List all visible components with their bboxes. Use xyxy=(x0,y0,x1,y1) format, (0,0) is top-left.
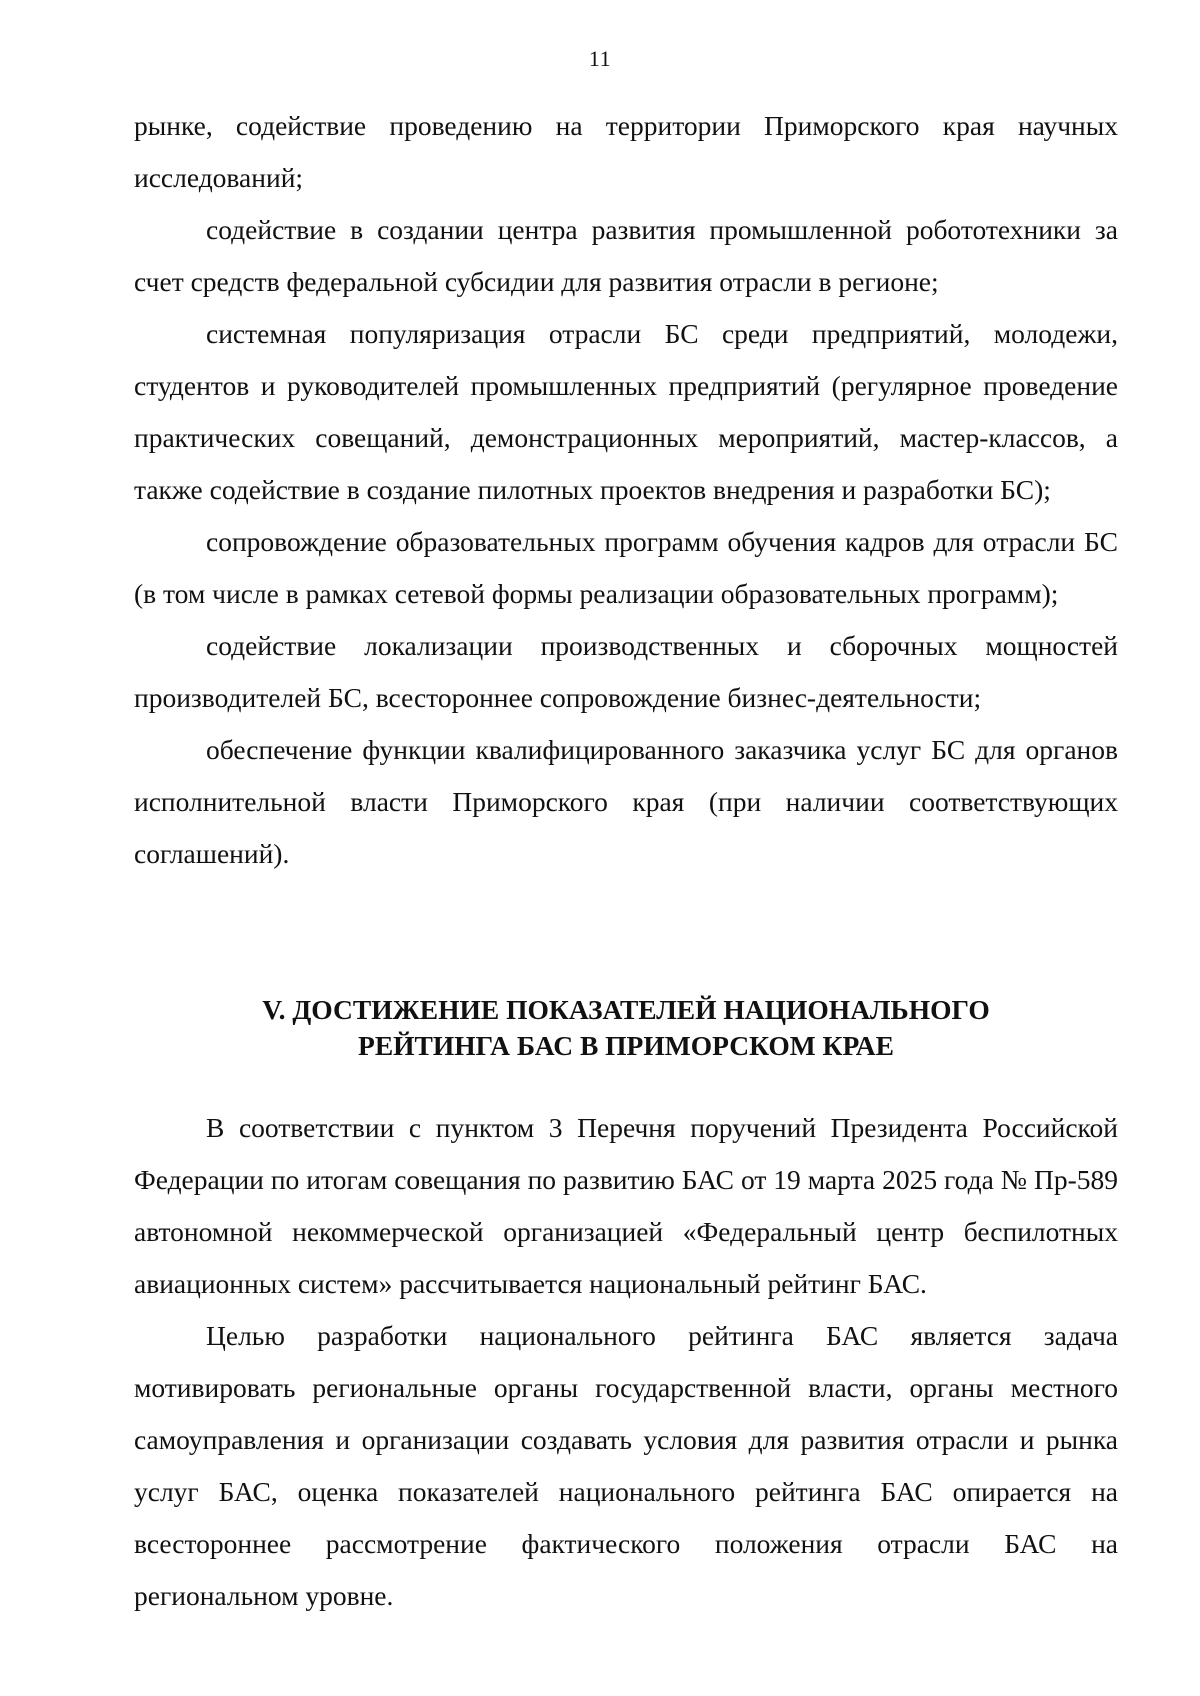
section-heading-line-2: РЕЙТИНГА БАС В ПРИМОРСКОМ КРАЕ xyxy=(358,1030,894,1061)
section-heading-line-1: V. ДОСТИЖЕНИЕ ПОКАЗАТЕЛЕЙ НАЦИОНАЛЬНОГО xyxy=(262,994,990,1025)
page-number: 11 xyxy=(588,46,612,71)
paragraph-localization: содействие локализации производственных и сборочных мощностей производителей БС, всестороннее сопровождение бизнес-деятельности; xyxy=(134,630,1118,713)
paragraph-continuation: рынке, содействие проведению на территории Приморского края научных исследований; xyxy=(134,110,1118,193)
paragraph-rating-goal: Целью разработки национального рейтинга БАС является задача мотивировать региональные органы государственной власти, органы местного самоуправления и организации создавать условия для развития отрасли и рынка услуг БАС, оценка показателей национального рейтинга БАС опирается на всестороннее рассмотрение фактического положения отрасли БАС на региональном уровне. xyxy=(134,1320,1118,1611)
paragraph-popularization: системная популяризация отрасли БС среди предприятий, молодежи, студентов и руководителей промышленных предприятий (регулярное проведение практических совещаний, демонстрационных мероприятий, мастер-классов, а также содействие в создание пилотных проектов внедрения и разработки БС); xyxy=(134,318,1118,505)
section-heading xyxy=(134,992,1118,1064)
top-text-block xyxy=(134,100,1118,880)
paragraph-qualified-customer: обеспечение функции квалифицированного заказчика услуг БС для органов исполнительной власти Приморского края (при наличии соответствующих соглашений). xyxy=(134,734,1118,869)
paragraph-education-programs: сопровождение образовательных программ обучения кадров для отрасли БС (в том числе в рамках сетевой формы реализации образовательных программ); xyxy=(134,526,1118,609)
bottom-text-block xyxy=(134,1102,1118,1622)
paragraph-rating-basis: В соответствии с пунктом 3 Перечня поручений Президента Российской Федерации по итогам совещания по развитию БАС от 19 марта 2025 года № Пр-589 автономной некоммерческой организацией «Федеральный центр беспилотных авиационных систем» рассчитывается национальный рейтинг БАС. xyxy=(134,1112,1118,1299)
paragraph-robotics-center: содействие в создании центра развития промышленной робототехники за счет средств федеральной субсидии для развития отрасли в регионе; xyxy=(134,214,1118,297)
